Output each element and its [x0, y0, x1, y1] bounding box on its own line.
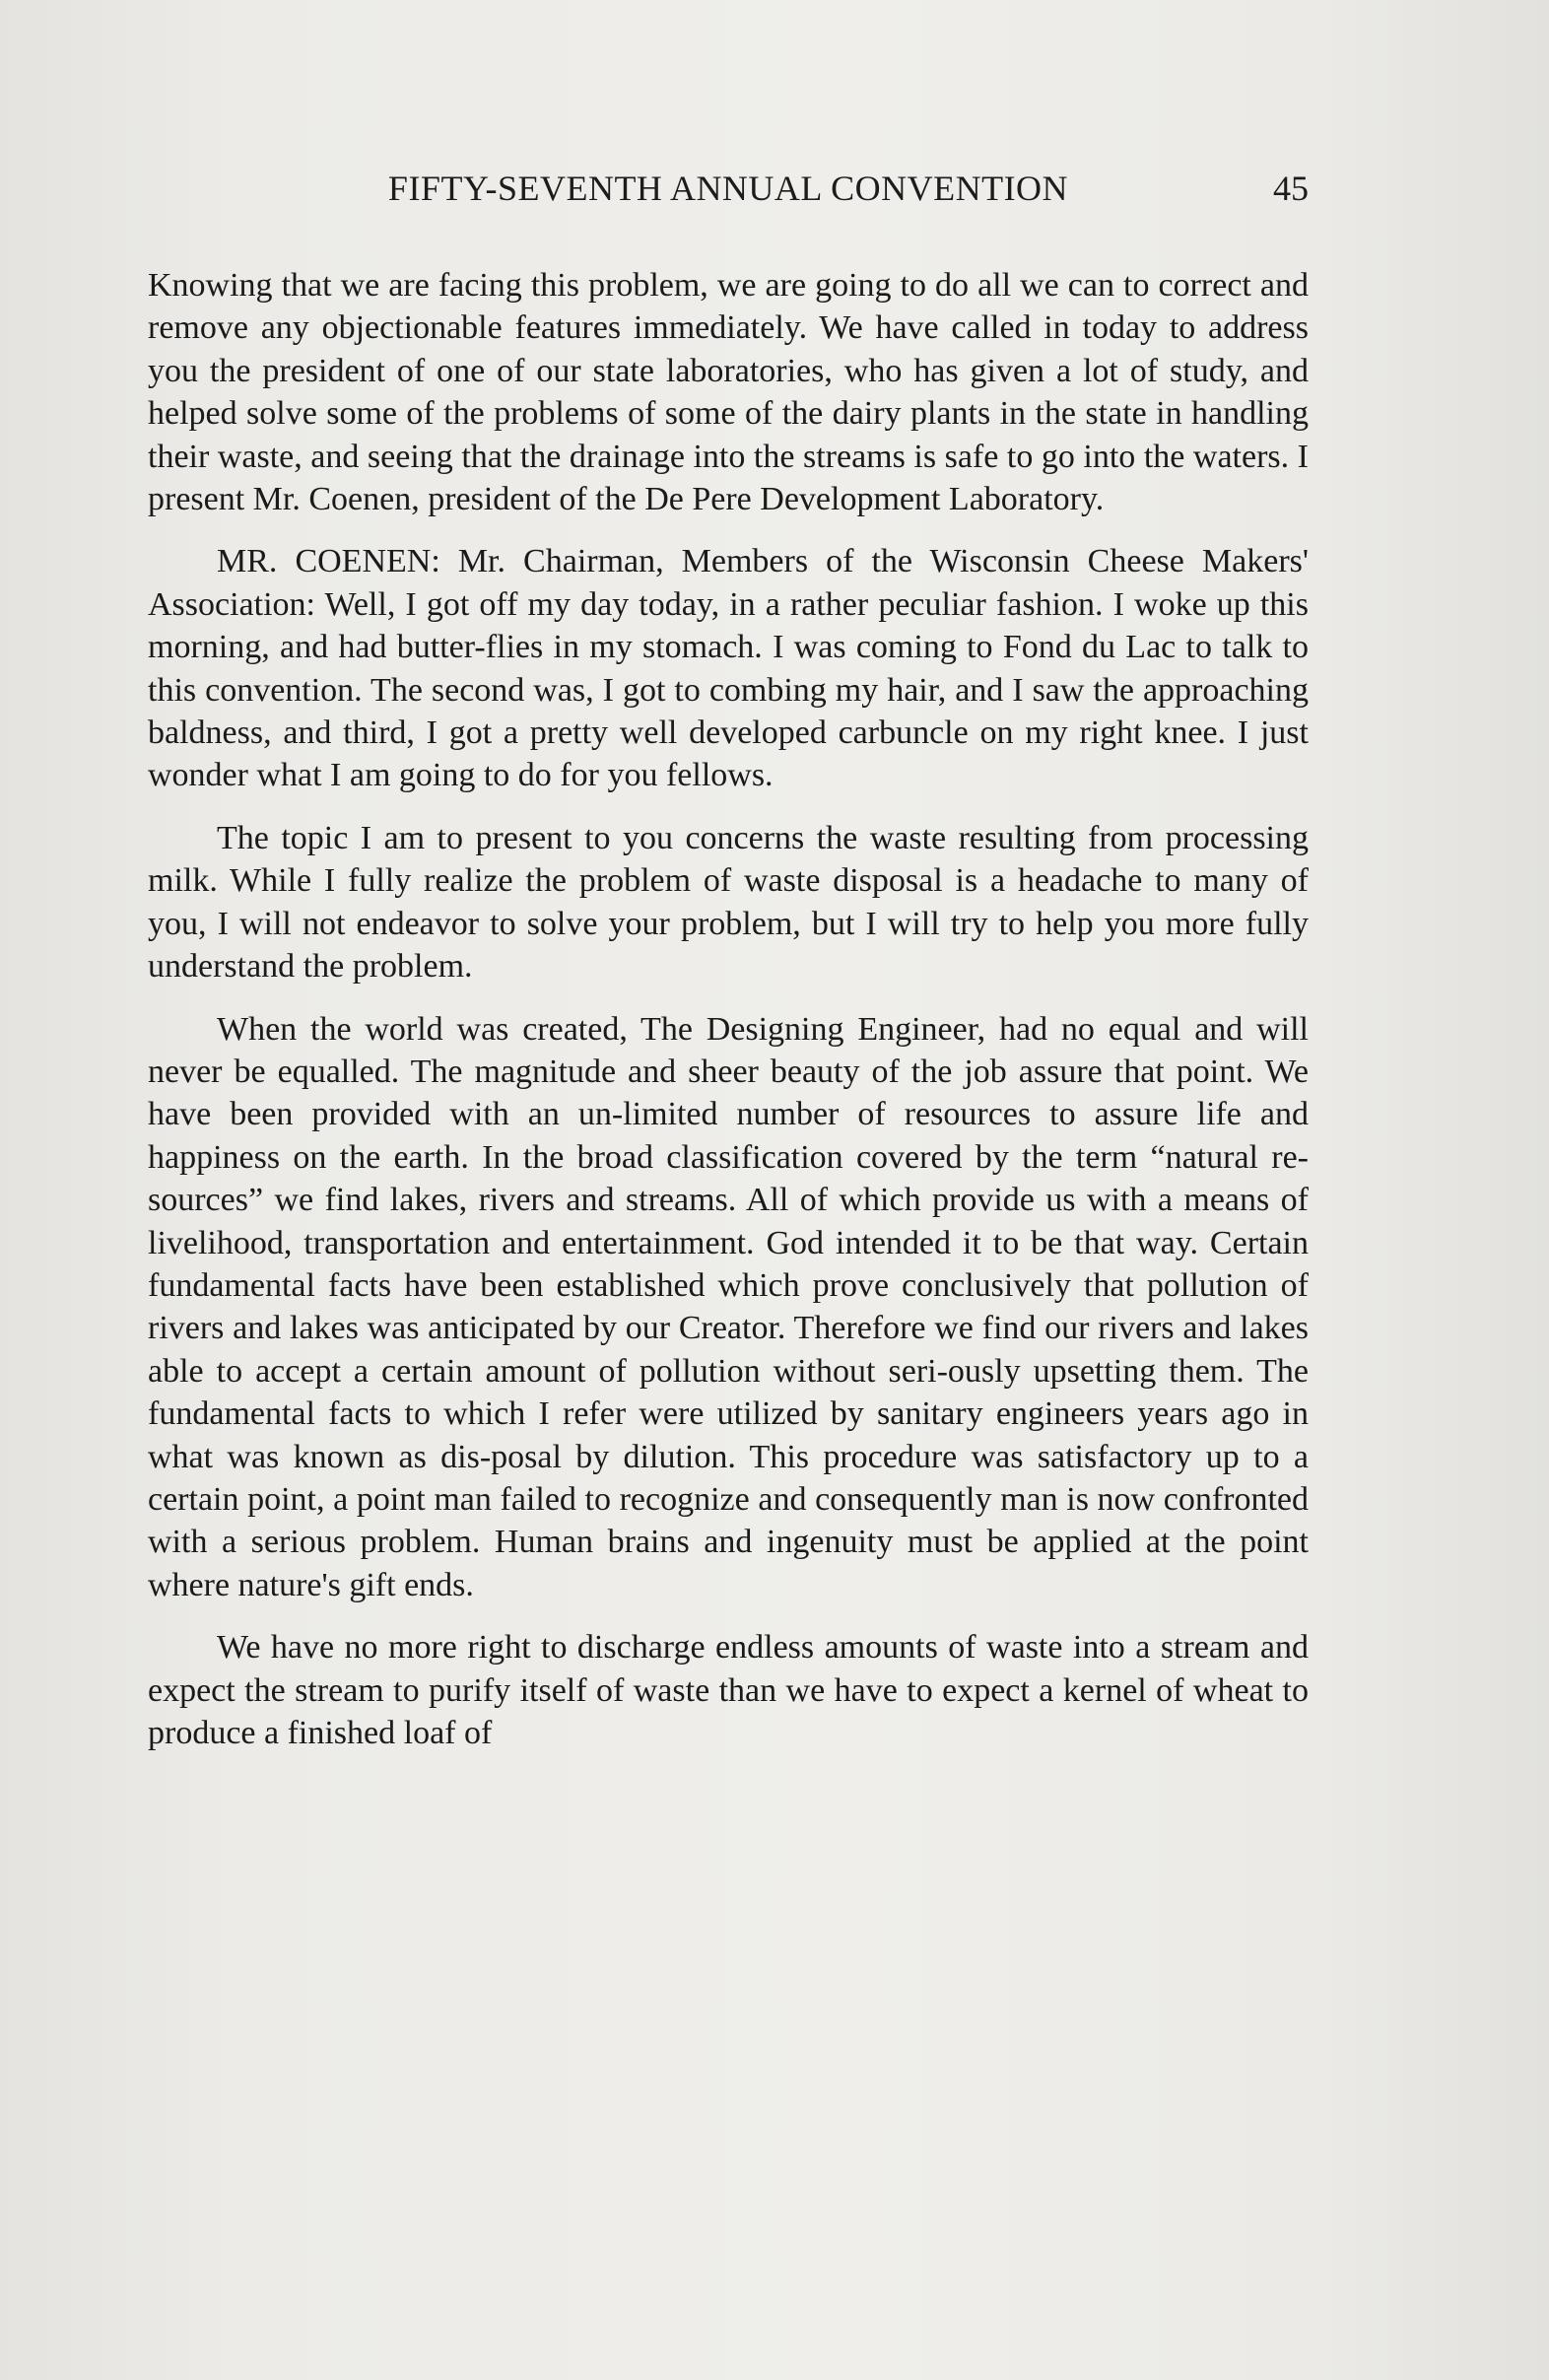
- running-header: [148, 168, 1309, 217]
- paragraph: We have no more right to discharge endless amounts of waste into a stream and expect the stream to purify itself of waste than we have to expect a kernel of wheat to produce a finished loaf of: [148, 1629, 1309, 1751]
- paragraph: MR. COENEN: Mr. Chairman, Members of the Wisconsin Cheese Makers' Association: Well, I got off my day today, in a rather peculiar fashion. I woke up this morning, and had butter-flies in my stomach. I was coming to Fond du Lac to talk to this convention. The second was, I got to combing my hair, and I saw the approaching baldness, and third, I got a pretty well developed carbuncle on my right knee. I just wonder what I am going to do for you fellows.: [148, 543, 1309, 794]
- header-title: FIFTY-SEVENTH ANNUAL CONVENTION: [387, 169, 1069, 208]
- page-number: 45: [1273, 169, 1309, 208]
- paragraph: Knowing that we are facing this problem, we are going to do all we can to correct and remove any objectionable features immediately. We have called in today to address you the president of one of our state laboratories, who has given a lot of study, and helped solve some of the problems of some of the dairy plants in the state in handling their waste, and seeing that the drainage into the streams is safe to go into the waters. I present Mr. Coenen, president of the De Pere Development Laboratory.: [148, 267, 1309, 518]
- paragraph: When the world was created, The Designing Engineer, had no equal and will never be equalled. The magnitude and sheer beauty of the job assure that point. We have been provided with an un-limited number of resources to assure life and happiness on the earth. In the broad classification covered by the term “natural re-sources” we find lakes, rivers and streams. All of which provide us with a means of livelihood, transportation and entertainment. God intended it to be that way. Certain fundamental facts have been established which prove conclusively that pollution of rivers and lakes was anticipated by our Creator. Therefore we find our rivers and lakes able to accept a certain amount of pollution without seri-ously upsetting them. The fundamental facts to which I refer were utilized by sanitary engineers years ago in what was known as dis-posal by dilution. This procedure was satisfactory up to a certain point, a point man failed to recognize and consequently man is now confronted with a serious problem. Human brains and ingenuity must be applied at the point where nature's gift ends.: [148, 1010, 1309, 1603]
- body-text: [148, 264, 1309, 1774]
- paragraph: The topic I am to present to you concerns the waste resulting from processing milk. While I fully realize the problem of waste disposal is a headache to many of you, I will not endeavor to solve your problem, but I will try to help you more fully understand the problem.: [148, 819, 1309, 986]
